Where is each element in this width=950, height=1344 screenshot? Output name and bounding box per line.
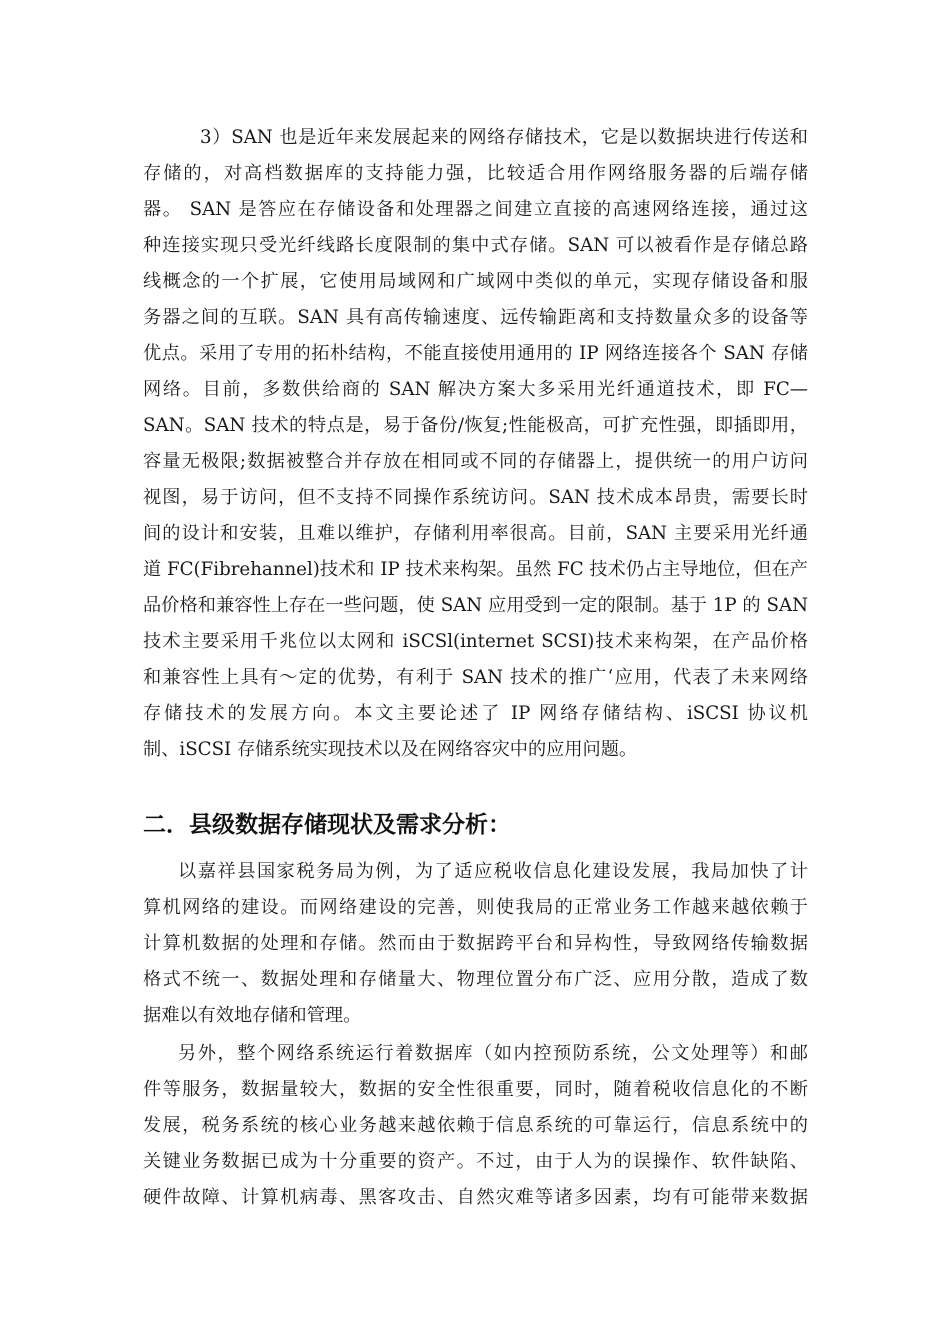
paragraph-line: 算机网络的建设。而网络建设的完善，则使我局的正常业务工作越来越依赖于	[143, 897, 808, 918]
paragraph-line: 务器之间的互联。SAN 具有高传输速度、远传输距离和支持数量众多的设备等	[143, 307, 808, 328]
paragraph-line: 优点。采用了专用的拓朴结构，不能直接使用通用的 IP 网络连接各个 SAN 存储	[143, 343, 808, 364]
paragraph-line: 网络。目前，多数供给商的 SAN 解决方案大多采用光纤通道技术，即 FC—	[143, 379, 808, 400]
paragraph-line: 硬件故障、计算机病毒、黑客攻击、自然灾难等诸多因素，均有可能带来数据	[143, 1187, 808, 1208]
paragraph-line: 存储技术的发展方向。本文主要论述了 IP 网络存储结构、iSCSI 协议机	[143, 703, 808, 724]
paragraph-line: 视图，易于访问，但不支持不同操作系统访问。SAN 技术成本昂贵，需要长时	[143, 487, 808, 508]
paragraph-line: 容量无极限;数据被整合并存放在相同或不同的存储器上，提供统一的用户访问	[143, 451, 808, 472]
paragraph-line: 制、iSCSI 存储系统实现技术以及在网络容灾中的应用问题。	[143, 739, 638, 760]
paragraph-line: 和兼容性上具有～定的优势，有利于 SAN 技术的推广‘应用，代表了未来网络	[143, 667, 808, 688]
paragraph-line: 格式不统一、数据处理和存储量大、物理位置分布广泛、应用分散，造成了数	[143, 969, 808, 990]
paragraph-line: 计算机数据的处理和存储。然而由于数据跨平台和异构性，导致网络传输数据	[143, 933, 808, 954]
paragraph-line: 间的设计和安装，且难以维护，存储利用率很高。目前，SAN 主要采用光纤通	[143, 523, 808, 544]
paragraph-line: 据难以有效地存储和管理。	[143, 1005, 362, 1026]
section-heading: 二．县级数据存储现状及需求分析：	[143, 812, 511, 838]
paragraph-line: 线概念的一个扩展，它使用局域网和广域网中类似的单元，实现存储设备和服	[143, 271, 808, 292]
paragraph-line: 以嘉祥县国家税务局为例，为了适应税收信息化建设发展，我局加快了计	[178, 861, 808, 882]
paragraph-line: 技术主要采用千兆位以太网和 iSCSl(internet SCSI)技术来构架，在产品价格	[143, 631, 808, 652]
paragraph-line: 器。 SAN 是答应在存储设备和处理器之间建立直接的高速网络连接，通过这	[143, 199, 808, 220]
paragraph-line: 道 FC(Fibrehannel)技术和 IP 技术来构架。虽然 FC 技术仍占主导地位，但在产	[143, 559, 808, 580]
paragraph-line: 关键业务数据已成为十分重要的资产。不过，由于人为的误操作、软件缺陷、	[143, 1151, 808, 1172]
paragraph-line: SAN。SAN 技术的特点是，易于备份/恢复;性能极高，可扩充性强，即插即用，	[143, 415, 808, 436]
paragraph-line: 发展，税务系统的核心业务越来越依赖于信息系统的可靠运行，信息系统中的	[143, 1115, 808, 1136]
paragraph-line: 品价格和兼容性上存在一些问题，使 SAN 应用受到一定的限制。基于 1P 的 SAN	[143, 595, 808, 616]
paragraph-line: 3）SAN 也是近年来发展起来的网络存储技术，它是以数据块进行传送和	[200, 127, 808, 148]
paragraph-line: 存储的，对高档数据库的支持能力强，比较适合用作网络服务器的后端存储	[143, 163, 808, 184]
paragraph-line: 种连接实现只受光纤线路长度限制的集中式存储。SAN 可以被看作是存储总路	[143, 235, 808, 256]
paragraph-line: 件等服务，数据量较大，数据的安全性很重要，同时，随着税收信息化的不断	[143, 1079, 808, 1100]
paragraph-line: 另外，整个网络系统运行着数据库（如内控预防系统，公文处理等）和邮	[178, 1043, 808, 1064]
